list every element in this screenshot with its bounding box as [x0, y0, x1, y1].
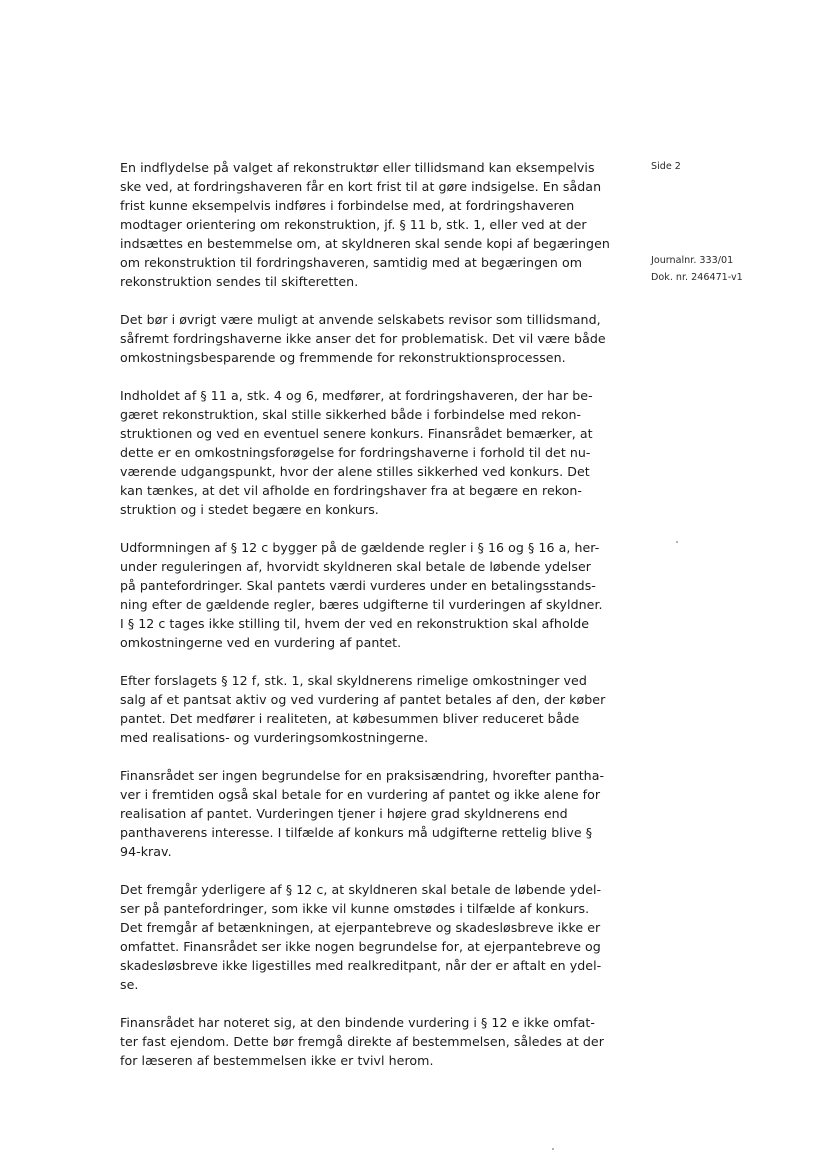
paragraph-2: Det bør i øvrigt være muligt at anvende selskabets revisor som tillidsmand, såfremt fordringshaverne ikke anser det for problematisk. Det vil være både omkostningsbesparende og fremmende for rekonstruktionsprocessen.	[120, 312, 606, 365]
journal-number: Journalnr. 333/01	[651, 255, 734, 266]
paragraph-6: Finansrådet ser ingen begrundelse for en praksisændring, hvorefter pantha- ver i fremtiden også skal betale for en vurdering af pantet og ikke alene for realisation af pantet. Vurderingen tjener i højere grad skyldnerens end panthaverens interesse. I tilfælde af konkurs må udgifterne rettelig blive § 94-krav.	[120, 768, 605, 859]
paragraph-8: Finansrådet har noteret sig, at den bindende vurdering i § 12 e ikke omfat- ter fast ejendom. Dette bør fremgå direkte af bestemmelsen, således at der for læseren af bestemmelsen ikke er tvivl herom.	[120, 1015, 604, 1068]
document-meta	[651, 252, 743, 286]
scan-speck	[552, 1148, 554, 1150]
document-body	[120, 158, 615, 1089]
paragraph-5: Efter forslagets § 12 f, stk. 1, skal skyldnerens rimelige omkostninger ved salg af et pantsat aktiv og ved vurdering af pantet betales af den, der køber pantet. Det medfører i realiteten, at købesummen bliver reduceret både med realisations- og vurderingsomkostningerne.	[120, 673, 606, 745]
paragraph-7: Det fremgår yderligere af § 12 c, at skyldneren skal betale de løbende ydel- ser på pantefordringer, som ikke vil kunne omstødes i tilfælde af konkurs. Det fremgår af betænkningen, at ejerpantebreve og skadesløsbreve ikke er omfattet. Finansrådet ser ikke nogen begrundelse for, at ejerpantebreve og skadesløsbreve ikke ligestilles med realkreditpant, når der er aftalt en ydel- se.	[120, 882, 602, 992]
paragraph-3: Indholdet af § 11 a, stk. 4 og 6, medfører, at fordringshaveren, der har be- gæret rekonstruktion, skal stille sikkerhed både i forbindelse med rekon- struktionen og ved en eventuel senere konkurs. Finansrådet bemærker, at dette er en omkostningsforøgelse for fordringshaverne i forhold til det nu- værende udgangspunkt, hvor der alene stilles sikkerhed ved konkurs. Det kan tænkes, at det vil afholde en fordringshaver fra at begære en rekon- struktion og i stedet begære en konkurs.	[120, 388, 593, 517]
page-number: Side 2	[651, 161, 681, 172]
scan-speck	[676, 541, 678, 543]
document-number: Dok. nr. 246471-v1	[651, 272, 743, 283]
paragraph-1: En indflydelse på valget af rekonstruktør eller tillidsmand kan eksempelvis ske ved, at fordringshaveren får en kort frist til at gøre indsigelse. En sådan frist kunne eksempelvis indføres i forbindelse med, at fordringshaveren modtager orientering om rekonstruktion, jf. § 11 b, stk. 1, eller ved at der indsættes en bestemmelse om, at skyldneren skal sende kopi af begæringen om rekonstruktion til fordringshaveren, samtidig med at begæringen om rekonstruktion sendes til skifteretten.	[120, 160, 610, 289]
paragraph-4: Udformningen af § 12 c bygger på de gældende regler i § 16 og § 16 a, her- under reguleringen af, hvorvidt skyldneren skal betale de løbende ydelser på pantefordringer. Skal pantets værdi vurderes under en betalingsstands- ning efter de gældende regler, bæres udgifterne til vurderingen af skyldner. I § 12 c tages ikke stilling til, hvem der ved en rekonstruktion skal afholde omkostningerne ved en vurdering af pantet.	[120, 540, 603, 650]
